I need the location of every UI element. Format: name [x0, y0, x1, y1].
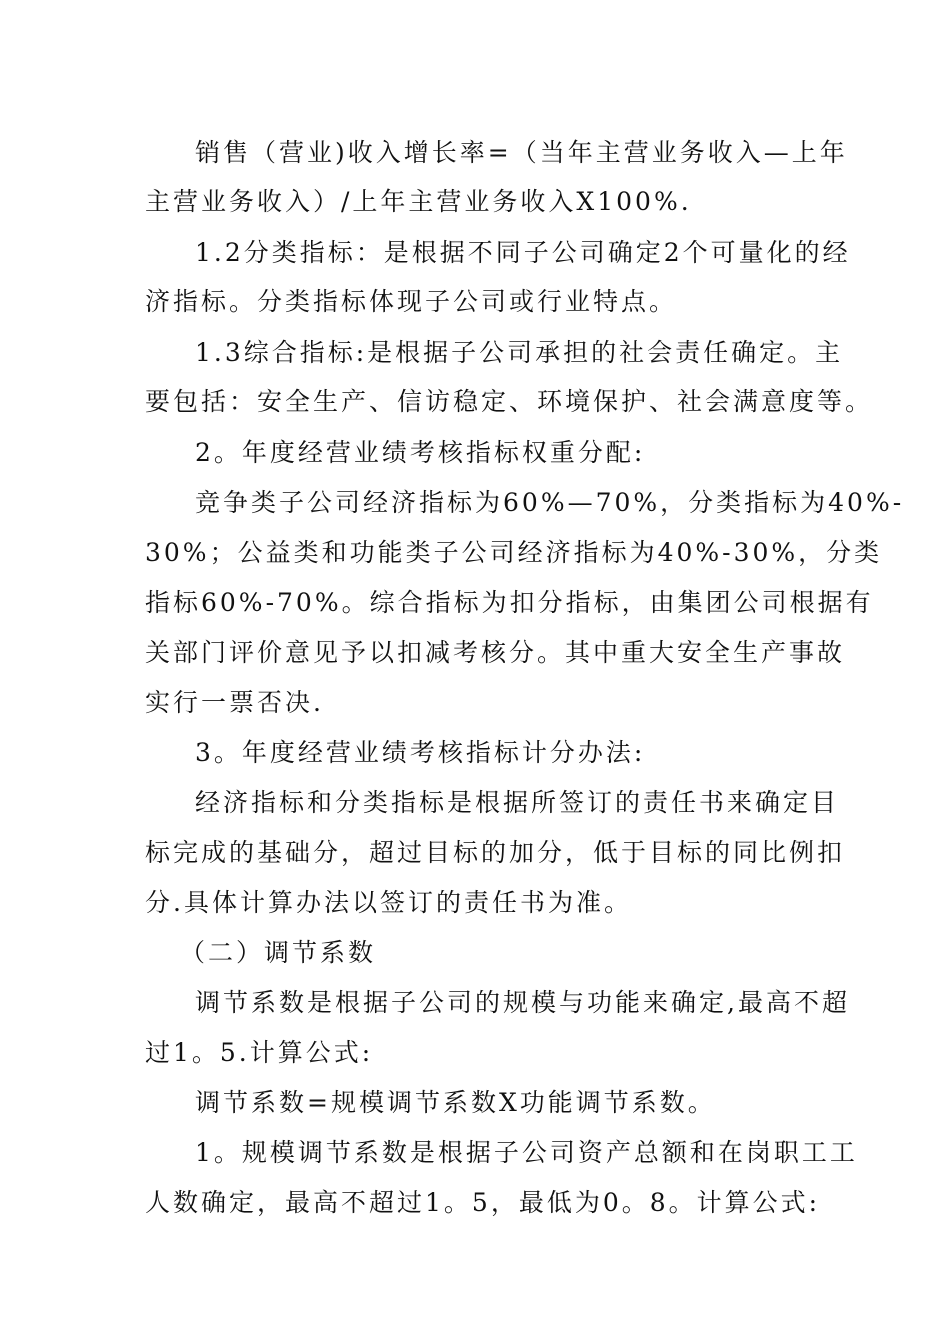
text-line: 过1。5.计算公式:	[145, 1038, 374, 1067]
text-line: 分.具体计算办法以签订的责任书为准。	[145, 888, 632, 917]
text-line: 调节系数=规模调节系数X功能调节系数。	[195, 1088, 716, 1117]
text-line: 销售（营业)收入增长率=（当年主营业务收入—上年	[195, 138, 848, 167]
text-line: 标完成的基础分，超过目标的加分，低于目标的同比例扣	[145, 838, 846, 867]
text-line: 2。年度经营业绩考核指标权重分配:	[195, 438, 646, 467]
text-line: 调节系数是根据子公司的规模与功能来确定,最高不超	[195, 988, 850, 1017]
text-line: 指标60%-70%。综合指标为扣分指标，由集团公司根据有	[145, 588, 874, 617]
text-line: 1。规模调节系数是根据子公司资产总额和在岗职工工	[195, 1138, 858, 1167]
section-heading: （二）调节系数	[180, 938, 377, 967]
text-line: 竞争类子公司经济指标为60%—70%，分类指标为40%-	[195, 488, 905, 517]
text-line: 关部门评价意见予以扣减考核分。其中重大安全生产事故	[145, 638, 846, 667]
text-line: 经济指标和分类指标是根据所签订的责任书来确定目	[195, 788, 840, 817]
text-line: 1.3综合指标:是根据子公司承担的社会责任确定。主	[195, 338, 844, 367]
text-line: 人数确定，最高不超过1。5，最低为0。8。计算公式:	[145, 1188, 821, 1217]
text-line: 3。年度经营业绩考核指标计分办法:	[195, 738, 646, 767]
text-line: 要包括：安全生产、信访稳定、环境保护、社会满意度等。	[145, 387, 874, 416]
text-line: 1.2分类指标：是根据不同子公司确定2个可量化的经	[195, 238, 851, 267]
text-line: 30%；公益类和功能类子公司经济指标为40%-30%，分类	[145, 538, 883, 567]
text-line: 实行一票否决.	[145, 688, 324, 717]
text-line: 济指标。分类指标体现子公司或行业特点。	[145, 287, 678, 316]
text-line: 主营业务收入）/上年主营业务收入X100%.	[145, 187, 692, 216]
